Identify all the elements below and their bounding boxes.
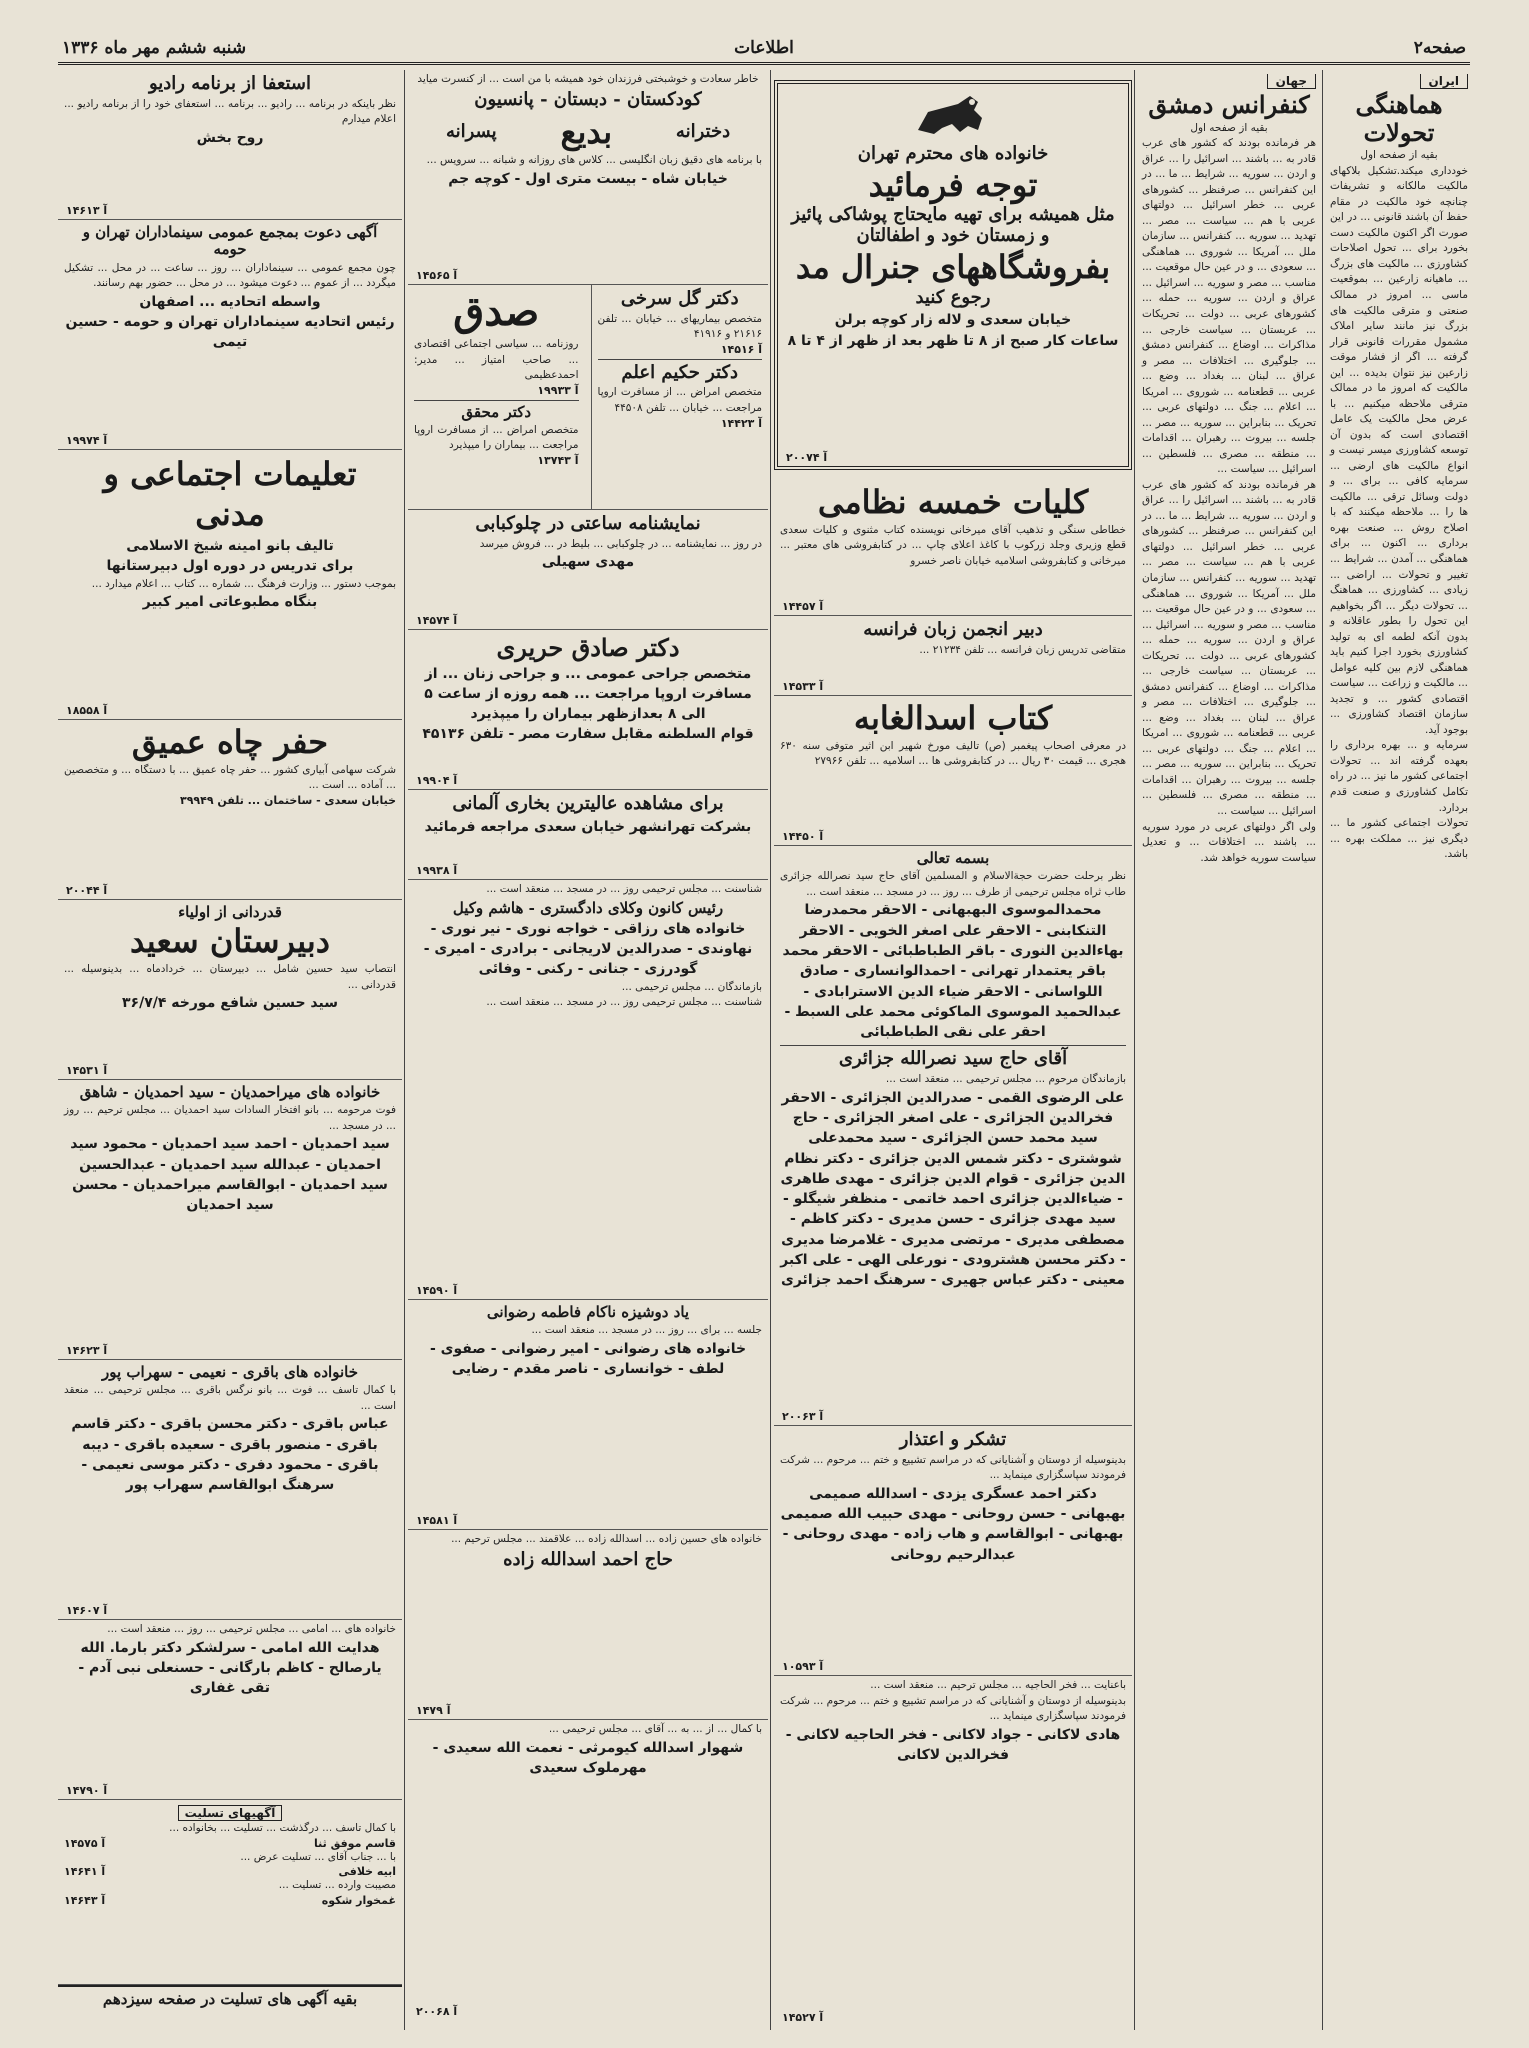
ad-body: روزنامه ... سیاسی اجتماعی اقتصادی ... صاحب امتیاز ... مدیر: احمدعظیمی <box>414 338 579 382</box>
ad-address: قوام السلطنه مقابل سفارت مصر - تلفن ۴۵۱۳۶ <box>422 726 754 743</box>
ad-ref: آ ۱۴۶۱۳ <box>66 204 108 217</box>
ad-ref: آ ۱۴۵۳۱ <box>66 1064 108 1077</box>
ad-sign: سید حسین شافع مورخه ۳۶/۷/۴ <box>122 995 338 1012</box>
article-body: خودداری میکند.تشکیل بلاکهای مالکیت مالکانه و تشریفات چنانچه خود مالکیت در مقام حفظ آن باشند قانونی ... در این صورت اگر اکنون مالکیت دست بخورد برای ... تحول اصلاحات کشاورزی ... مالکیت های بزرگ ... ماهیانه زارعین ... بموقعیت ماسی ... امروز در ممالک صنعتی و مترقی مالکیت های بزرگ نیز مانند سایر املاک مشمول مقررات قانونی قرار گرفته ... اگر از فشار موقت زارعین نیز نتوان بدیده ... این مالکیت که امروز ما در ممالک مترقی ملاحظه میکنیم ... با عرض محل مالکیت یک عامل اقتصادی است که بدون آن توسعه کشاورزی میسر نیست و انواع مالکیت های ارضی ... سرمایه کافی ... برای ... و دولت وسائل ترقی ... مالکیت ها را ... ملاحظه میکنند که با اصلاح روش ... صنعت بهره برداری ... اکنون ... برای هماهنگی ... آمدن ... شرایط ... تغییر و تحولات ... اراضی ... زیادی ... کشاورزی ... هماهنگ ... تحولات دیگر ... اگر بخواهیم این تحول را بطور عاقلانه و بدون آنکه لطمه ای به تولید کشاورزی بخورد اجرا کنیم باید هماهنگی لازم بین کلیه عوامل ... مالکیت و زراعت ... سیاست اقتصادی کشور ... و تجدید سازمان اقتصاد کشاورزی ... بوجود آید. <box>1330 164 1468 736</box>
ad-title: دبیر انجمن زبان فرانسه <box>863 619 1043 640</box>
obit-body-more: شناسنت ... مجلس ترحیمی روز ... در مسجد ... منعقد است ... <box>486 996 762 1009</box>
ad-body: انتصاب سید حسین شامل ... دبیرستان ... خردادماه ... بدینوسیله ... قدردانی ... <box>64 963 396 991</box>
ad-author: تالیف بانو امینه شیخ الاسلامی <box>126 538 334 554</box>
column-center <box>774 70 1132 2030</box>
ad-title: استعفا از برنامه رادیو <box>148 73 312 94</box>
ad-sign: روح بخش <box>196 129 264 146</box>
ad-title: تعلیمات اجتماعی و مدنی <box>103 455 357 533</box>
obit-ref: آ ۱۴۵۹۰ <box>416 1284 458 1297</box>
obit-names: محمدالموسوی البهبهانی - الاحقر محمدرضا التنکابنی - الاحقر علی اصغر الخویی - الاحقر بهاءالدین النوری - باقر الطباطبائی - الاحقر محمد باقر یعتمدار تهرانی - احمدالوانساری - صادق اللواسانی - الاحقر ضیاء الدین الاسترابادی - عبدالحمید الموسوی الماکوئی محمد علی السبط - احقر علی نقی الطباطبائی <box>782 902 1124 1041</box>
continued-text: بقیه آگهی های تسلیت در صفحه سیزدهم <box>102 1990 358 2008</box>
ad-radio-resignation <box>58 70 402 220</box>
obit-ref: آ ۲۰۰۶۳ <box>782 1410 824 1423</box>
ad-name: بدیع <box>560 113 613 152</box>
ad-saeed-school <box>58 900 402 1080</box>
thanks-ref: آ ۱۰۵۹۳ <box>782 1660 824 1673</box>
ad-call: رجوع کنید <box>915 286 991 308</box>
obit-body-continued: بدینوسیله از دوستان و آشنایانی که در مراسم تشییع و ختم ... مرحوم ... شرکت فرمودند سپاسگزاری مینماید ... <box>780 1694 1126 1723</box>
column-ads-left <box>58 70 402 2030</box>
obit-title: خانواده های میراحمدیان - سید احمدیان - شاهق <box>79 1083 381 1101</box>
obituary-asadollahzadeh <box>408 1530 768 1720</box>
ad-ref: آ ۲۰۰۴۴ <box>66 884 108 897</box>
ad-lead: خانواده های محترم تهران <box>857 143 1049 164</box>
obit-ref: آ ۱۴۶۰۷ <box>66 1604 108 1617</box>
condolence-body-2: با ... جناب آقای ... تسلیت عرض ... <box>240 1850 396 1863</box>
obituary-kiyomarsi <box>408 1720 768 2020</box>
article-body-continued: سرمایه و ... بهره برداری را بعهده گرفته اند ... تحولات اجتماعی کشور ما نیز ... در راه تکامل کشاورزی و صنعت قدم بردارد. <box>1330 739 1468 814</box>
obit-names: سید احمدیان - احمد سید احمدیان - محمود سید احمدیان - عبدالله سید احمدیان - عبدالحسین سید احمدیان - ابوالقاسم میراحمدیان - محسن سید احمدیان <box>70 1136 390 1214</box>
ad-ref: آ ۱۳۷۴۳ <box>537 453 579 467</box>
ad-sign: بنگاه مطبوعاتی امیر کبیر <box>142 594 318 611</box>
ad-dr-golsorkhi-and-hakim <box>591 285 769 509</box>
thanks-names: دکتر احمد عسگری یزدی - اسدالله صمیمی بهبهانی - حسن روحانی - مهدی حبیب الله صمیمی بهبهانی - ابوالقاسم و هاب زاده - مهدی روحانی - عبدالرحیم روحانی <box>780 1485 1126 1563</box>
obit-names: هدایت الله امامی - سرلشکر دکتر بارما. الله یارصالح - کاظم بارگانی - حسنعلی نبی آدم - تقی غفاری <box>78 1639 382 1697</box>
ad-title: کودکستان - دبستان - پانسیون <box>474 88 702 110</box>
obit-names: عباس باقری - دکتر محسن باقری - دکتر قاسم باقری - منصور باقری - سعیده باقری - دیبه باقری - محمود دفری - دکتر موسی نعیمی - سرهنگ ابوالقاسم سهراب پور <box>71 1416 389 1494</box>
column-ads-middle <box>408 70 768 2030</box>
section-label: جهان <box>1267 74 1316 89</box>
ad-store: بفروشگاههای جنرال مد <box>795 247 1111 286</box>
ad-ref: آ ۱۸۵۵۸ <box>66 704 108 717</box>
condolence-body-3: مصیبت وارده ... تسلیت ... <box>278 1879 396 1892</box>
obit-names: شهوار اسدالله کیومرثی - نعمت الله سعیدی - مهرملوک سعیدی <box>432 1739 744 1776</box>
ad-sub: برای تدریس در دوره اول دبیرستانها <box>106 558 354 575</box>
article-harmony <box>1326 70 1472 2030</box>
ad-ref: آ ۱۴۵۷۴ <box>416 614 458 627</box>
ad-body: شرکت سهامی آبیاری کشور ... حفر چاه عمیق ... با دستگاه ... و متخصصین ... آماده ... است ... <box>64 763 396 792</box>
ad-address: خیابان شاه - بیست متری اول - کوچه جم <box>448 170 728 187</box>
ad-title: برای مشاهده عالیترین بخاری آلمانی <box>452 793 724 814</box>
obit-body: با کمال تاسف ... فوت ... بانو نرگس باقری ... مجلس ترحیمی ... منعقد است ... <box>64 1384 396 1412</box>
thanks-apology <box>774 1426 1132 1676</box>
ad-body: نظر باینکه در برنامه ... رادیو ... برنامه ... استعفای خود را از برنامه رادیو ... اعلام میدارم <box>64 97 396 126</box>
obit-second-title: آقای حاج سید نصرالله جزائری <box>838 1048 1068 1070</box>
obit-body-continued: بازماندگان ... مجلس ترحیمی ... <box>621 980 762 993</box>
column-rule <box>1322 70 1323 2030</box>
ad-sign: واسطه اتحادیه ... اصفهان <box>139 293 321 310</box>
ad-asad-book <box>774 696 1132 846</box>
ad-ref: آ ۱۹۹۷۴ <box>66 434 108 447</box>
ad-ref: آ ۱۹۹۰۴ <box>416 774 458 787</box>
thanks-body: بدینوسیله از دوستان و آشنایانی که در مراسم تشییع و ختم ... مرحوم ... شرکت فرمودند سپاسگزاری مینماید ... <box>780 1453 1126 1482</box>
condolence-sign: قاسم موفق ثنا <box>313 1836 396 1850</box>
column-rule <box>770 70 771 2030</box>
obituary-fatemeh-rezvani <box>408 1300 768 1530</box>
ad-ref: آ ۱۹۹۳۳ <box>537 383 579 397</box>
ad-ref: آ ۱۹۹۳۸ <box>416 864 458 877</box>
condolence-title: آگهیهای تسلیت <box>178 1805 283 1821</box>
ad-general-mode <box>774 80 1132 470</box>
ad-top: قدردانی از اولیاء <box>178 903 282 921</box>
ad-title: دبیرستان سعید <box>129 922 331 961</box>
obit-body: نظر برحلت حضرت حجةالاسلام و المسلمین آقای حاج سید نصرالله جزائری طاب ثراه مجلس ترحیمی از طرف ... روز ... در مسجد ... منعقد است ... <box>780 870 1126 898</box>
obit-body: خانواده های ... امامی ... مجلس ترحیمی ... روز ... منعقد است ... <box>107 1623 396 1635</box>
ad-title: دکتر محقق <box>461 402 532 421</box>
obit-ref: آ ۲۰۰۶۸ <box>416 2005 458 2018</box>
ad-top: خاطر سعادت و خوشبختی فرزندان خود همیشه با من است ... از کنسرت میاید <box>417 73 759 85</box>
ad-ref: آ ۱۴۵۶۵ <box>416 269 458 282</box>
ad-body: متخصص بیماریهای ... خیابان ... تلفن ۲۱۶۱۶ و ۴۱۹۱۶ <box>597 312 762 341</box>
ad-french-teacher <box>774 616 1132 696</box>
ad-dr-harir <box>408 630 768 790</box>
ad-ref: آ ۱۴۴۵۰ <box>782 830 824 843</box>
ad-body: بموجب دستور ... وزارت فرهنگ ... شماره ... کتاب ... اعلام میدارد ... <box>91 577 396 590</box>
ad-address: خیابان سعدی و لاله زار کوچه برلن <box>834 312 1072 329</box>
column-iran <box>1326 70 1472 2030</box>
ad-title: دکتر صادق حریری <box>496 633 680 662</box>
ad-body: در معرفی اصحاب پیغمبر (ص) تالیف مورخ شهیر ابن اثیر متوفی سنه ۶۳۰ هجری ... قیمت ۳۰ ریال ... در کتابفروشی ها ... اسلامیه ... تلفن ۲۷۹۶۶ <box>780 739 1126 768</box>
ad-deep-well <box>58 720 402 900</box>
article-title: کنفرانس دمشق <box>1148 90 1310 119</box>
ad-watch-exhibit <box>408 510 768 630</box>
ad-sub-boys: پسرانه <box>445 121 497 143</box>
obit-names: خانواده های رزاقی - خواجه نوری - نیر نوری - نهاوندی - صدرالدین لاریجانی - برادری - امیری - گودرزی - جنانی - رکنی - وفائی <box>423 920 753 978</box>
obituary-mirahmadian <box>58 1080 402 1360</box>
ad-address: خیابان سعدی - ساختمان ... تلفن ۳۹۹۴۹ <box>179 793 396 807</box>
article-footer: تحولات اجتماعی کشور ما ... دیگری نیز ... مملکت بهره ... باشد. <box>1330 817 1468 861</box>
lion-logo-icon <box>908 90 998 140</box>
ad-body: متخصص جراحی عمومی ... و جراحی زنان ... از مسافرت اروپا مراجعت ... همه روزه از ساعت ۵ الی ۸ بعدازظهر بیماران را میپذیرد <box>424 665 752 723</box>
obituary-hashemi <box>408 880 768 1300</box>
obit-second-names: علی الرضوی القمی - صدرالدین الجزائری - الاحقر فخرالدین الجزائری - علی اصغر الجزائری - حاج سید محمد حسن الجزائری - سید محمدعلی شوشتری - دکتر شمس الدین جزائری - دکتر نظام الدین جزائری - قوام الدین جزائری - مهدی طاهری - ضیاءالدین جزائری احمد خاتمی - منظفر شیگلو - سید مهدی جزائری - حسن مدیری - دکتر کاظم - مصطفی مدیری - مرتضی مدیری - غلامرضا مدیری - دکتر محسن هشترودی - نورعلی الهی - علی اکبر معینی - دکتر عباس جهیری - سرهنگ احمد جزائری <box>780 1089 1126 1289</box>
condolence-ref: آ ۱۴۵۷۵ <box>64 1836 106 1850</box>
obituary-bagheri <box>58 1360 402 1620</box>
obit-names: هادی لاکانی - جواد لاکانی - فخر الحاجیه لاکانی - فخرالدین لاکانی <box>785 1726 1121 1763</box>
article-body: هر فرمانده بودند که کشور های عرب قادر به ... باشند ... اسرائیل را ... عراق و اردن ... سوریه ... شرایط ... ما ... در این کنفرانس ... صرفنظر ... کشورهای عربی ... خطر اسرائیل ... دولتهای عربی با هم ... سیاست ... مصر ... تهدید ... سوریه ... کنفرانس ... سازمان ملل ... آمریکا ... شوروی ... هماهنگی ... سعودی ... و در عین حال موقعیت ... مناسب ... مصر و سوریه ... اسرائیل ... عراق و اردن ... سوریه ... حمله ... کشورهای عربی ... دولت ... تحریکات ... عربستان ... سیاست خارجی ... مذاکرات ... اوضاع ... کنفرانس دمشق ... جلوگیری ... اختلافات ... مصر و عراق ... لبنان ... بغداد ... وضع ... عربی ... قطعنامه ... شوروی ... امریکا ... اعلام ... جنگ ... دولتهای عربی ... تحریک ... بنابراین ... سوریه ... مصر ... جلسه ... بیروت ... رهبران ... اقدامات ... منطقه ... مصری ... فلسطین ... اسرائیل ... سیاست ... <box>1142 137 1316 476</box>
ad-khamse <box>774 480 1132 616</box>
ad-ref: آ ۱۴۵۳۳ <box>782 680 824 693</box>
continued-notice <box>58 1985 402 2025</box>
column-rule <box>404 70 405 2030</box>
ad-ref: آ ۲۰۰۷۴ <box>786 451 828 464</box>
ad-title: نمایشنامه ساعتی در چلوکبابی <box>475 513 701 534</box>
ad-row-doctors <box>408 285 768 510</box>
obituary-salehi <box>58 1620 402 1800</box>
ad-ref: آ ۱۴۵۱۶ <box>720 342 762 356</box>
obit-ref: آ ۱۴۵۲۷ <box>782 2011 824 2024</box>
obit-title: رئیس کانون وکلای دادگستری - هاشم وکیل <box>452 898 724 917</box>
obit-title: حاج احمد اسدالله زاده <box>503 1548 673 1570</box>
obituary-jazayeri <box>774 846 1132 1426</box>
article-body-continued: هر فرمانده بودند که کشور های عرب قادر به ... باشند ... اسرائیل را ... عراق و اردن ... سوریه ... شرایط ... ما ... در این کنفرانس ... صرفنظر ... کشورهای عربی ... خطر اسرائیل ... دولتهای عربی با هم ... سیاست ... مصر ... تهدید ... سوریه ... کنفرانس ... سازمان ملل ... آمریکا ... شوروی ... هماهنگی ... سعودی ... و در عین حال موقعیت ... مناسب ... مصر و سوریه ... اسرائیل ... عراق و اردن ... سوریه ... حمله ... کشورهای عربی ... دولت ... تحریکات ... عربستان ... سیاست خارجی ... مذاکرات ... اوضاع ... کنفرانس دمشق ... جلوگیری ... اختلافات ... مصر و عراق ... لبنان ... بغداد ... وضع ... عربی ... قطعنامه ... شوروی ... امریکا ... اعلام ... جنگ ... دولتهای عربی ... تحریک ... بنابراین ... سوریه ... مصر ... جلسه ... بیروت ... رهبران ... اقدامات ... منطقه ... مصری ... فلسطین ... اسرائیل ... سیاست ... <box>1142 478 1316 817</box>
ad-ref: آ ۱۴۴۵۷ <box>782 600 824 613</box>
article-lead: بقیه از صفحه اول <box>1360 149 1438 162</box>
obit-names: خانواده های رضوانی - امیر رضوانی - صفوی - لطف - خوانساری - ناصر مقدم - رضایی <box>429 1340 747 1378</box>
ad-body: خطاطی سنگی و تذهیب آقای میرخانی نویسنده کتاب مثنوی و کلیات سعدی قطع وزیری وجلد زرکوب با کاغذ اعلای چاپ ... در کتابفروشی های معتبر ... میرخانی و کتابفروشی اسلامیه خیابان ناصر خسرو <box>780 523 1126 567</box>
ad-sub-girls: دخترانه <box>675 121 731 143</box>
obit-body: باعنایت ... فخر الحاجیه ... مجلس ترحیم ... منعقد است ... <box>870 1679 1126 1691</box>
ad-body: با برنامه های دقیق زبان انگلیسی ... کلاس های روزانه و شبانه ... سرویس ... <box>426 154 762 167</box>
ad-social-education-book <box>58 450 402 720</box>
article-damascus <box>1138 70 1320 2030</box>
ad-headline: توجه فرمائید <box>868 165 1038 204</box>
obit-ref: آ ۱۴۷۹۰ <box>66 1784 108 1797</box>
condolence-ref-2: آ ۱۴۶۴۱ <box>64 1865 106 1879</box>
obit-body: جلسه ... برای ... روز ... در مسجد ... منعقد است ... <box>531 1324 762 1337</box>
thanks-title: تشکر و اعتذار <box>899 1429 1007 1450</box>
column-world <box>1138 70 1320 2030</box>
column-rule <box>1134 70 1135 2030</box>
masthead <box>58 34 1470 65</box>
obit-ref: آ ۱۴۶۲۳ <box>66 1344 108 1357</box>
obit-title: خانواده های باقری - نعیمی - سهراب پور <box>102 1363 358 1381</box>
obit-ref: آ ۱۴۵۸۱ <box>416 1514 458 1527</box>
ad-body: چون مجمع عمومی ... سینماداران ... روز ... ساعت ... در محل ... تشکیل میگردد ... از عموم ... دعوت میشود ... در محل ... حضور بهم رسانند. <box>64 261 396 290</box>
ad-body: بشرکت تهرانشهر خیابان سعدی مراجعه فرمائید <box>424 818 752 835</box>
condolence-body: با کمال تاسف ... درگذشت ... تسلیت ... بخانواده ... <box>169 1822 396 1834</box>
newspaper-name: اطلاعات <box>734 38 794 58</box>
ad-cinema-assembly <box>58 220 402 450</box>
ad-title: آگهی دعوت بمجمع عمومی سینماداران تهران و حومه <box>82 223 378 259</box>
ad-body: متخصص امراض ... از مسافرت اروپا مراجعت ... بیماران را میپذیرد <box>414 423 579 452</box>
ad-body: در روز ... نمایشنامه ... در چلوکبابی ... بلیط در ... فروش میرسد <box>479 537 762 550</box>
ad-title: دکتر حکیم اعلم <box>621 361 739 383</box>
article-closing: ولی اگر دولتهای عربی در مورد سوریه ... باشند ... اختلافات ... و تعدیل سیاست سوریه خواهد شد. <box>1142 820 1316 864</box>
condolence-ref-3: آ ۱۴۶۴۳ <box>64 1893 106 1907</box>
obit-ref: آ ۱۴۷۹ <box>416 1704 451 1717</box>
ad-sedgh-and-mohaghegh <box>408 285 585 509</box>
ad-body: متخصص امراض ... از مسافرت اروپا مراجعت ... خیابان ... تلفن ۴۴۵۰۸ <box>597 386 762 414</box>
obit-body: خانواده های حسین زاده ... اسدالله زاده ... علاقمند ... مجلس ترحیم ... <box>451 1533 762 1545</box>
article-title: هماهنگی تحولات <box>1355 90 1443 147</box>
obit-second-body: بازماندگان مرحوم ... مجلس ترحیمی ... منعقد است ... <box>885 1073 1126 1086</box>
ad-ref: آ ۱۴۴۲۳ <box>720 416 762 430</box>
obit-title: بسمه تعالی <box>916 849 990 867</box>
condolence-sign-3: غمخوار شکوه <box>321 1893 396 1907</box>
ad-title: دکتر گل سرخی <box>620 288 739 309</box>
issue-date: شنبه ششم مهر ماه ۱۳۳۶ <box>62 38 247 58</box>
ad-sign: مهدی سهیلی <box>541 554 635 571</box>
obit-body: شناسنت ... مجلس ترحیمی روز ... در مسجد ... منعقد است ... <box>486 883 762 895</box>
ad-title: حفر چاه عمیق <box>131 723 329 761</box>
obit-title: یاد دوشیزه ناکام فاطمه رضوانی <box>486 1303 690 1321</box>
ad-title: کلیات خمسه نظامی <box>817 483 1089 521</box>
ad-hours: ساعات کار صبح از ۸ تا ظهر بعد از ظهر از ۴ تا ۸ <box>787 332 1119 349</box>
obituary-lakani <box>774 1676 1132 2026</box>
obit-body: با کمال ... از ... به ... آقای ... مجلس ترحیمی ... <box>548 1723 762 1735</box>
ad-title: کتاب اسدالغابه <box>853 699 1053 737</box>
ad-german-heater <box>408 790 768 880</box>
section-label: ایران <box>1420 74 1468 89</box>
page-number: صفحه۲ <box>1413 38 1466 58</box>
article-lead: بقیه از صفحه اول <box>1190 121 1268 134</box>
ad-badi-school <box>408 70 768 285</box>
ad-sign-2: رئیس اتحادیه سینماداران تهران و حومه - حسین تیمی <box>65 313 395 351</box>
ad-title: صدق <box>453 288 540 335</box>
condolence-ads <box>58 1800 402 1985</box>
ad-body: مثل همیشه برای تهیه مایحتاج پوشاکی پائیز و زمستان خود و اطفالتان <box>791 204 1115 247</box>
ad-body: متقاضی تدریس زبان فرانسه ... تلفن ۲۱۲۳۴ ... <box>919 643 1126 656</box>
obit-body: فوت مرحومه ... بانو افتخار السادات سید احمدیان ... مجلس ترحیم ... روز ... در مسجد ... <box>64 1104 396 1132</box>
condolence-sign-2: ابیه خلافی <box>338 1865 396 1879</box>
